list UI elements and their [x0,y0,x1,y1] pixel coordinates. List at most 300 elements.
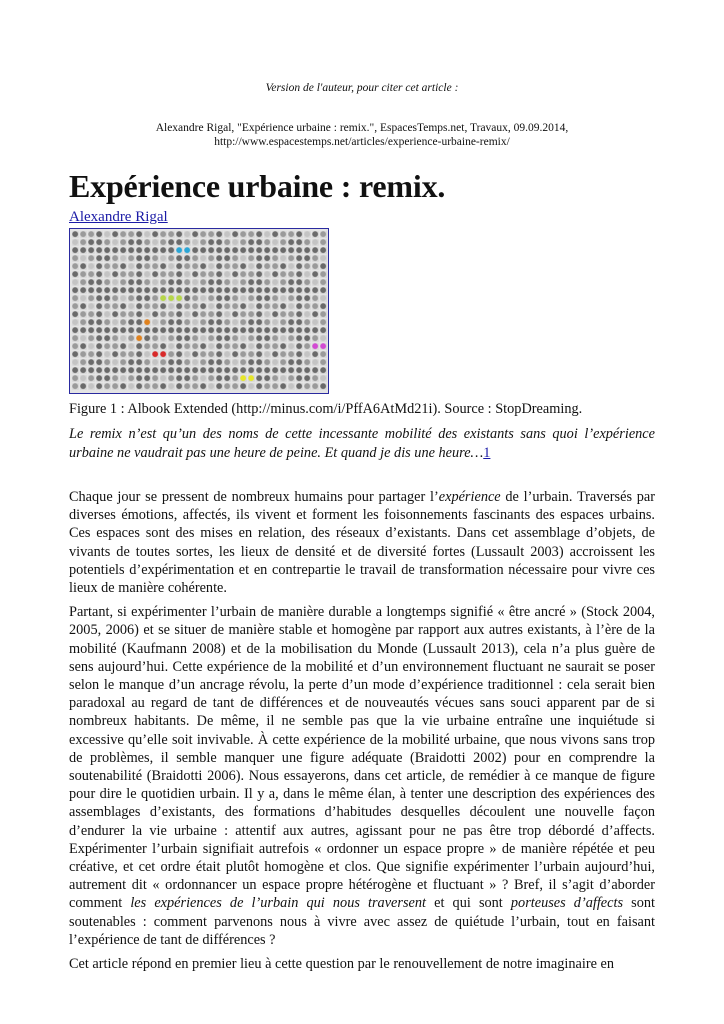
mosaic-icon [144,343,151,350]
mosaic-icon [232,383,239,390]
mosaic-icon [144,287,151,294]
paragraph-2-text-c: sont soutenables : comment parvenons nous à vivre avec assez de quiétude l’urbain, tout en faisant l’expérience de tant de différences ? [69,895,655,948]
mosaic-icon [152,279,159,286]
mosaic-icon [160,311,167,318]
mosaic-icon [264,383,271,390]
mosaic-icon [232,335,239,342]
mosaic-icon [312,343,319,350]
mosaic-icon [304,287,311,294]
mosaic-icon [232,311,239,318]
mosaic-icon [256,295,263,302]
mosaic-icon [88,319,95,326]
mosaic-icon [104,335,111,342]
mosaic-icon [192,351,199,358]
mosaic-icon [72,319,79,326]
mosaic-icon [312,231,319,238]
mosaic-icon [120,231,127,238]
mosaic-icon [216,343,223,350]
mosaic-icon [112,327,119,334]
mosaic-icon [152,311,159,318]
mosaic-icon [136,303,143,310]
mosaic-icon [80,279,87,286]
mosaic-icon [288,335,295,342]
mosaic-icon [200,359,207,366]
mosaic-icon [288,247,295,254]
mosaic-icon [160,383,167,390]
mosaic-icon [232,271,239,278]
mosaic-icon [280,359,287,366]
mosaic-icon [272,255,279,262]
mosaic-icon [272,303,279,310]
mosaic-icon [264,279,271,286]
mosaic-icon [152,375,159,382]
mosaic-icon [280,247,287,254]
mosaic-icon [192,271,199,278]
mosaic-icon [120,327,127,334]
mosaic-icon [208,351,215,358]
mosaic-icon [256,239,263,246]
mosaic-icon [160,319,167,326]
mosaic-icon [160,351,167,358]
mosaic-icon [184,295,191,302]
epigraph [69,425,655,463]
mosaic-icon [232,231,239,238]
mosaic-icon [120,319,127,326]
mosaic-icon [192,279,199,286]
mosaic-icon [256,287,263,294]
mosaic-icon [112,335,119,342]
mosaic-icon [272,359,279,366]
mosaic-icon [200,327,207,334]
mosaic-icon [128,295,135,302]
mosaic-icon [224,383,231,390]
mosaic-icon [80,239,87,246]
mosaic-icon [296,335,303,342]
mosaic-icon [184,383,191,390]
mosaic-icon [312,359,319,366]
mosaic-icon [248,263,255,270]
mosaic-icon [256,255,263,262]
mosaic-icon [288,311,295,318]
mosaic-icon [72,383,79,390]
mosaic-icon [272,279,279,286]
mosaic-icon [184,247,191,254]
mosaic-icon [80,271,87,278]
mosaic-icon [88,239,95,246]
mosaic-icon [312,279,319,286]
mosaic-icon [168,231,175,238]
mosaic-icon [280,279,287,286]
mosaic-icon [96,335,103,342]
mosaic-icon [200,247,207,254]
mosaic-icon [320,271,327,278]
mosaic-icon [136,367,143,374]
mosaic-icon [304,335,311,342]
mosaic-icon [280,351,287,358]
paragraph-2-emphasis-1: les expériences de l’urbain qui nous traversent [130,895,426,912]
mosaic-icon [280,239,287,246]
mosaic-icon [80,359,87,366]
mosaic-icon [168,263,175,270]
mosaic-icon [128,231,135,238]
mosaic-icon [88,263,95,270]
mosaic-icon [248,367,255,374]
mosaic-icon [144,255,151,262]
mosaic-icon [232,247,239,254]
mosaic-icon [296,263,303,270]
mosaic-icon [104,295,111,302]
mosaic-icon [160,359,167,366]
mosaic-icon [104,255,111,262]
mosaic-icon [208,247,215,254]
mosaic-icon [144,383,151,390]
mosaic-icon [192,335,199,342]
mosaic-icon [144,335,151,342]
article-title: Expérience urbaine : remix. [69,168,446,204]
mosaic-icon [184,351,191,358]
mosaic-icon [160,279,167,286]
mosaic-icon [80,351,87,358]
mosaic-icon [88,335,95,342]
mosaic-icon [152,263,159,270]
mosaic-icon [320,367,327,374]
mosaic-icon [72,239,79,246]
mosaic-icon [72,247,79,254]
mosaic-icon [320,311,327,318]
mosaic-icon [280,383,287,390]
mosaic-icon [312,375,319,382]
mosaic-icon [104,375,111,382]
mosaic-icon [176,239,183,246]
mosaic-icon [192,263,199,270]
mosaic-icon [88,383,95,390]
mosaic-icon [320,303,327,310]
footnote-link[interactable]: 1 [483,445,491,461]
mosaic-icon [128,359,135,366]
mosaic-icon [264,343,271,350]
mosaic-icon [272,367,279,374]
mosaic-icon [128,367,135,374]
mosaic-icon [120,383,127,390]
mosaic-icon [152,255,159,262]
mosaic-icon [96,247,103,254]
mosaic-icon [256,247,263,254]
mosaic-icon [152,239,159,246]
mosaic-icon [200,367,207,374]
mosaic-icon [72,367,79,374]
mosaic-icon [256,327,263,334]
mosaic-icon [80,287,87,294]
mosaic-icon [160,327,167,334]
mosaic-icon [136,351,143,358]
mosaic-icon [208,279,215,286]
mosaic-icon [304,359,311,366]
mosaic-icon [192,327,199,334]
mosaic-icon [288,295,295,302]
mosaic-icon [216,239,223,246]
mosaic-icon [216,359,223,366]
mosaic-icon [104,343,111,350]
mosaic-icon [232,351,239,358]
mosaic-icon [304,255,311,262]
mosaic-icon [184,279,191,286]
mosaic-icon [272,287,279,294]
mosaic-icon [184,359,191,366]
mosaic-icon [224,351,231,358]
mosaic-icon [80,319,87,326]
mosaic-icon [312,327,319,334]
mosaic-icon [256,231,263,238]
mosaic-icon [168,367,175,374]
mosaic-icon [256,271,263,278]
mosaic-icon [88,271,95,278]
mosaic-icon [80,295,87,302]
mosaic-icon [120,335,127,342]
mosaic-icon [216,247,223,254]
mosaic-icon [72,359,79,366]
mosaic-icon [296,287,303,294]
mosaic-icon [256,375,263,382]
mosaic-icon [88,231,95,238]
mosaic-icon [216,311,223,318]
mosaic-icon [136,287,143,294]
mosaic-icon [104,303,111,310]
mosaic-icon [176,335,183,342]
mosaic-icon [176,231,183,238]
mosaic-icon [136,327,143,334]
mosaic-icon [304,263,311,270]
mosaic-icon [288,359,295,366]
mosaic-icon [224,247,231,254]
mosaic-icon [264,375,271,382]
mosaic-icon [128,255,135,262]
mosaic-icon [248,231,255,238]
mosaic-icon [280,255,287,262]
mosaic-icon [304,231,311,238]
mosaic-icon [208,239,215,246]
mosaic-icon [80,303,87,310]
mosaic-icon [280,327,287,334]
mosaic-icon [272,375,279,382]
mosaic-icon [320,375,327,382]
mosaic-icon [96,255,103,262]
mosaic-icon [160,375,167,382]
mosaic-icon [128,383,135,390]
mosaic-icon [240,263,247,270]
mosaic-icon [160,343,167,350]
mosaic-icon [248,255,255,262]
mosaic-icon [128,335,135,342]
mosaic-icon [184,271,191,278]
mosaic-icon [224,367,231,374]
mosaic-icon [80,343,87,350]
mosaic-icon [224,239,231,246]
mosaic-icon [296,247,303,254]
mosaic-icon [144,271,151,278]
mosaic-icon [200,287,207,294]
mosaic-icon [208,263,215,270]
mosaic-icon [304,239,311,246]
mosaic-icon [96,271,103,278]
mosaic-icon [168,383,175,390]
mosaic-icon [240,327,247,334]
paragraph-2-emphasis-2: porteuses d’affects [510,895,624,912]
mosaic-icon [272,247,279,254]
mosaic-icon [256,343,263,350]
mosaic-icon [136,295,143,302]
mosaic-icon [128,271,135,278]
mosaic-icon [136,383,143,390]
mosaic-icon [280,295,287,302]
mosaic-icon [88,367,95,374]
mosaic-icon [240,343,247,350]
mosaic-icon [280,367,287,374]
mosaic-icon [312,311,319,318]
mosaic-icon [136,247,143,254]
citation-reference [60,121,664,149]
mosaic-icon [104,383,111,390]
mosaic-icon [152,383,159,390]
mosaic-icon [152,295,159,302]
mosaic-icon [312,255,319,262]
mosaic-icon [80,247,87,254]
mosaic-icon [72,327,79,334]
mosaic-icon [240,367,247,374]
mosaic-icon [168,351,175,358]
figure-icon-mosaic [69,228,329,394]
mosaic-icon [72,255,79,262]
mosaic-icon [152,231,159,238]
mosaic-icon [224,343,231,350]
mosaic-icon [312,263,319,270]
mosaic-icon [80,231,87,238]
author-link[interactable]: Alexandre Rigal [69,209,168,225]
mosaic-icon [112,359,119,366]
mosaic-icon [208,359,215,366]
mosaic-icon [160,367,167,374]
mosaic-icon [208,319,215,326]
mosaic-icon [128,319,135,326]
mosaic-icon [304,311,311,318]
mosaic-icon [184,255,191,262]
mosaic-icon [264,263,271,270]
mosaic-icon [112,255,119,262]
mosaic-icon [176,351,183,358]
mosaic-icon [168,375,175,382]
mosaic-icon [128,375,135,382]
mosaic-icon [256,279,263,286]
mosaic-icon [248,247,255,254]
mosaic-icon [112,351,119,358]
mosaic-icon [88,375,95,382]
mosaic-icon [232,319,239,326]
mosaic-icon [248,351,255,358]
mosaic-icon [72,287,79,294]
mosaic-icon [256,303,263,310]
mosaic-icon [320,351,327,358]
mosaic-icon [280,335,287,342]
mosaic-icon [160,295,167,302]
mosaic-icon [152,327,159,334]
mosaic-icon [320,263,327,270]
mosaic-icon [200,255,207,262]
mosaic-icon [264,231,271,238]
paragraph-1 [69,488,655,597]
mosaic-icon [168,335,175,342]
mosaic-icon [184,263,191,270]
mosaic-icon [176,271,183,278]
mosaic-icon [72,303,79,310]
mosaic-icon [144,231,151,238]
paragraph-2-text-a: Partant, si expérimenter l’urbain de manière durable a longtemps signifié « être ancré » (Stock 2004, 2005, 2006) et se situer de manière stable et homogène par rapport aux autres existants, à l’ère de la mobilité (Kaufmann 2008) et de la mobilisation du Monde (Lussault 2013), cela n’a plus guère de sens aujourd’hui. Cette expérience de la mobilité et d’un environnement fluctuant ne saurait se poser selon le manque d’un ancrage révolu, la perte d’un mode d’expérience traditionnel : cela serait bien paradoxal au regard de tant de différences et de nouveautés vécues sans souci apparent par de si nombreux habitants. De même, il ne semble pas que la vie urbaine entraîne une inquiétude si excessive qu’elle soit invivable. À cette expérience de la mobilité urbaine, que nous vivons sans trop de problèmes, il semble manquer une figure adéquate (Braidotti 2002) pour en comprendre la soutenabilité (Braidotti 2006). Nous essayerons, dans cet article, de remédier à ce manque de figure pour dire le quotidien urbain. Il y a, dans le même élan, à tenter une description des expériences des assemblages d’existants, des formations d’habitudes desquelles découlent une nouvelle façon d’endurer la vie urbaine : attentif aux autres, agissant pour ne pas être trop débordé d’affects. Expérimenter l’urbain signifiait autrefois « ordonner un espace propre » de manière répétée et peu créative, et cet ordre était plutôt homogène et clos. Que signifie expérimenter l’urbain aujourd’hui, autrement dit « ordonnancer un espace propre hétérogène et fluctuant » ? Bref, il s’agit d’aborder comment [69,604,655,912]
mosaic-icon [288,343,295,350]
mosaic-icon [96,327,103,334]
mosaic-icon [224,287,231,294]
mosaic-icon [248,335,255,342]
mosaic-icon [104,287,111,294]
mosaic-icon [176,255,183,262]
mosaic-icon [72,295,79,302]
mosaic-icon [168,327,175,334]
mosaic-icon [72,351,79,358]
mosaic-icon [232,279,239,286]
mosaic-icon [152,343,159,350]
mosaic-icon [168,343,175,350]
mosaic-icon [224,327,231,334]
mosaic-icon [224,271,231,278]
mosaic-icon [80,263,87,270]
mosaic-icon [272,351,279,358]
mosaic-icon [216,279,223,286]
mosaic-icon [320,335,327,342]
mosaic-icon [136,231,143,238]
mosaic-icon [216,367,223,374]
mosaic-icon [264,351,271,358]
mosaic-icon [208,295,215,302]
mosaic-icon [96,263,103,270]
mosaic-icon [72,335,79,342]
mosaic-icon [264,367,271,374]
mosaic-icon [120,359,127,366]
mosaic-icon [176,287,183,294]
mosaic-icon [96,303,103,310]
mosaic-icon [312,271,319,278]
mosaic-icon [200,279,207,286]
mosaic-icon [96,311,103,318]
mosaic-icon [232,375,239,382]
mosaic-icon [312,335,319,342]
mosaic-icon [184,367,191,374]
mosaic-icon [280,271,287,278]
mosaic-icon [144,303,151,310]
citation-line-2: http://www.espacestemps.net/articles/experience-urbaine-remix/ [214,136,510,148]
mosaic-icon [312,247,319,254]
mosaic-icon [120,367,127,374]
mosaic-icon [320,279,327,286]
mosaic-icon [272,263,279,270]
mosaic-icon [320,343,327,350]
mosaic-icon [192,247,199,254]
mosaic-icon [112,343,119,350]
paragraph-2-text-b: et qui sont [426,895,511,912]
mosaic-icon [128,287,135,294]
mosaic-icon [232,263,239,270]
mosaic-icon [176,383,183,390]
paragraph-1-emphasis: expérience [438,489,501,505]
mosaic-icon [320,295,327,302]
mosaic-icon [152,367,159,374]
mosaic-icon [96,343,103,350]
